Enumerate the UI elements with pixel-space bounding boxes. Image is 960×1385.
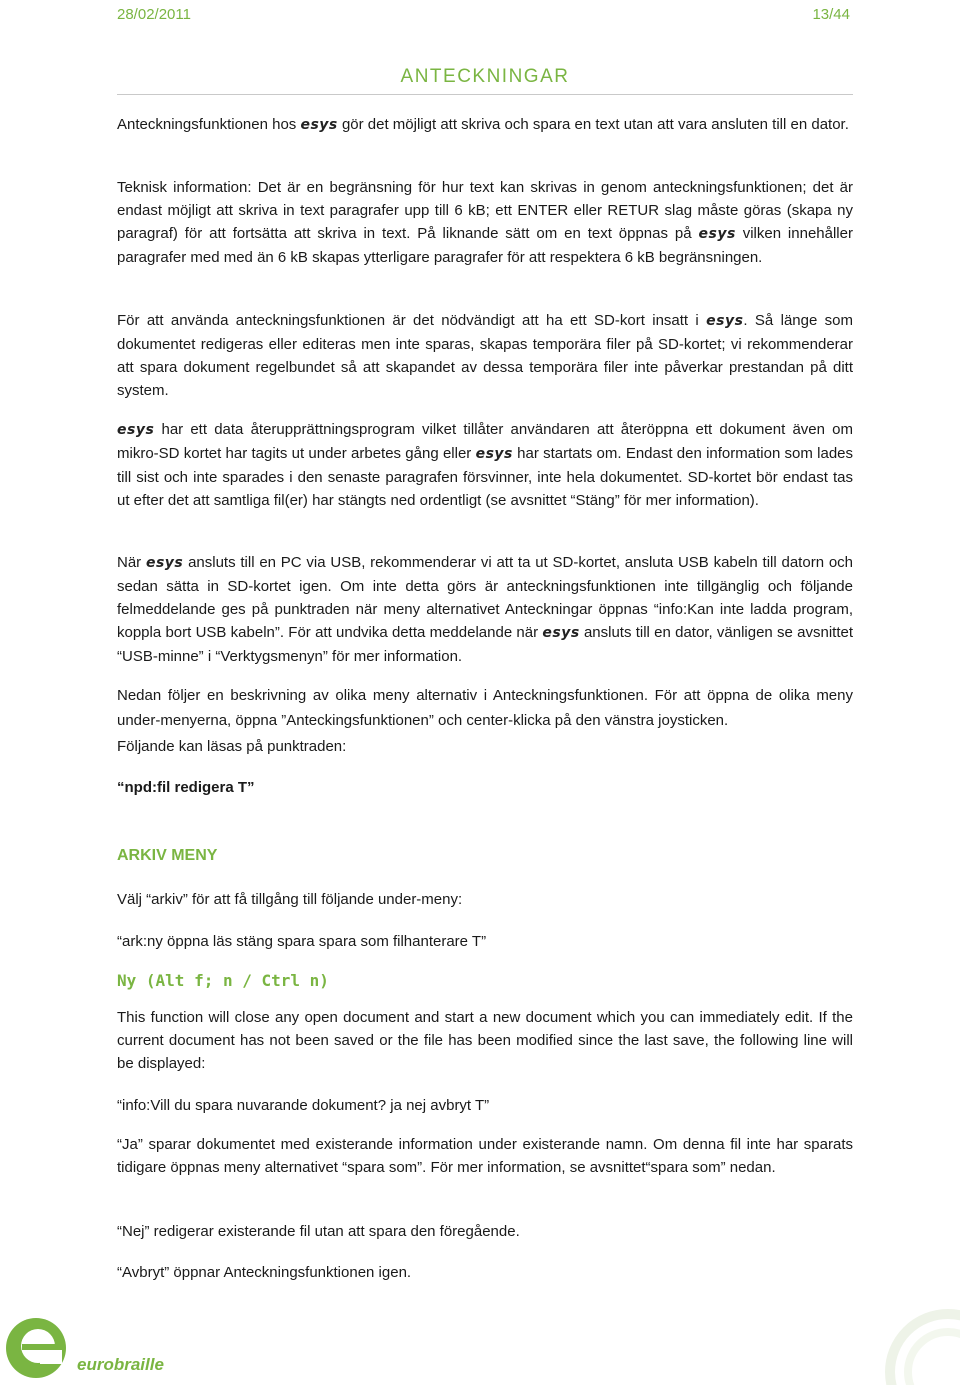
text: vilken innehåller paragrafer med med än 6 kB skapas ytterligare paragrafer för att respektera 6 kB begränsningen. (117, 225, 853, 266)
braille-line-info: “info:Vill du spara nuvarande dokument? ja nej avbryt T” (117, 1097, 490, 1114)
paragraph-technical (117, 176, 853, 269)
text: Anteckningsfunktionen hos (117, 116, 297, 133)
braille-line-main: “npd:fil redigera T” (117, 779, 255, 796)
text: ansluts till en dator, vänligen se avsnittet “USB-minne” i “Verktygsmenyn” för mer information. (117, 624, 853, 665)
heading-arkiv-meny: ARKIV MENY (117, 847, 218, 864)
watermark-icon (870, 1300, 960, 1385)
esys-logo-text: esys (117, 422, 155, 438)
header-date: 28/02/2011 (117, 6, 191, 23)
section-title: ANTECKNINGAR (400, 66, 570, 87)
paragraph-sdcard (117, 309, 853, 402)
heading-ny: Ny (Alt f; n / Ctrl n) (117, 971, 329, 990)
text: Följande kan läsas på punktraden: (117, 738, 347, 755)
paragraph-intro (117, 113, 853, 137)
esys-logo-text: esys (698, 226, 736, 242)
esys-logo-text: esys (475, 446, 513, 462)
paragraph-avbryt: “Avbryt” öppnar Anteckningsfunktionen igen. (117, 1264, 412, 1281)
text: har ett data återupprättningsprogram vilket tillåter användaren att återöppna ett dokument även om mikro-SD kortet har tagits ut under arbetes gång eller (117, 421, 853, 462)
paragraph-braille-line-intro (117, 735, 853, 758)
text: har startats om. Endast den information som lades till sist och inte sparades i den senaste paragrafen försvinner, inte hela dokumentet. SD-kortet bör endast tas ut efter det att samtliga fil(er) har stängts ned ordentligt (se avsnittet “Stäng” för mer information). (117, 445, 854, 509)
text: . Så länge som dokumentet redigeras eller editeras men inte sparas, skapas temporära filer på SD-kortet; vi rekommenderar att spara dokument regelbundet så att skapandet av dessa temporära filer inte påverkar prestandan på ditt system. (117, 312, 853, 399)
text: Teknisk information: Det är en begränsning för hur text kan skrivas in genom anteckningsfunktionen; det är endast möjligt att skriva in text paragrafer upp till 6 kB; ett ENTER eller RETUR slag måste göras (skapa ny paragraf) för att fortsätta att skriva in text. På liknande sätt om en text öppnas på (117, 179, 853, 242)
braille-line-arkiv: “ark:ny öppna läs stäng spara spara som filhanterare T” (117, 933, 487, 950)
esys-logo-text: esys (706, 313, 744, 329)
esys-logo-text: esys (542, 625, 580, 641)
text: För att använda anteckningsfunktionen är det nödvändigt att ha ett SD-kort insatt i (117, 312, 699, 329)
footer-brand: eurobraille (77, 1355, 164, 1374)
paragraph-ny: This function will close any open document and start a new document which you can immediately edit. If the current document has not been saved or the file has been modified since the last save, the following line will be displayed: (117, 1009, 853, 1072)
paragraph-menu-intro: Nedan följer en beskrivning av olika meny alternativ i Anteckningsfunktionen. För att öppna de olika meny under-menyerna, öppna ”Anteckingsfunktionen” och center-klicka på den vänstra joysticken. (117, 687, 853, 729)
text: ansluts till en PC via USB, rekommenderar vi att ta ut SD-kortet, ansluta USB kabeln till datorn och sedan sätta in SD-kortet igen. Om inte detta görs är anteckningsfunktionen inte tillgänglig och följande felmeddelande ges på punktraden när meny alternativet Anteckningar öppnas “info:Kan inte ladda program, koppla bort USB kabeln”. För att undvika detta meddelande när (117, 554, 854, 641)
paragraph-nej: “Nej” redigerar existerande fil utan att spara den föregående. (117, 1223, 520, 1240)
text: gör det möjligt att skriva och spara en text utan att vara ansluten till en dator. (341, 116, 849, 133)
page-number: 13/44 (812, 6, 850, 23)
title-bar (117, 66, 853, 95)
eurobraille-logo-icon (0, 1312, 70, 1382)
text: När (117, 554, 142, 571)
esys-logo-text: esys (145, 555, 184, 571)
paragraph-recovery (117, 418, 853, 512)
paragraph-usb (117, 551, 853, 668)
paragraph-ja: “Ja” sparar dokumentet med existerande information under existerande namn. Om denna fil inte har sparats tidigare öppnas meny alternativet “spara som”. För mer information, se avsnittet“spara som” nedan. (117, 1136, 853, 1176)
esys-logo-text: esys (300, 117, 338, 133)
paragraph-arkiv-intro: Välj “arkiv” för att få tillgång till följande under-meny: (117, 891, 463, 908)
